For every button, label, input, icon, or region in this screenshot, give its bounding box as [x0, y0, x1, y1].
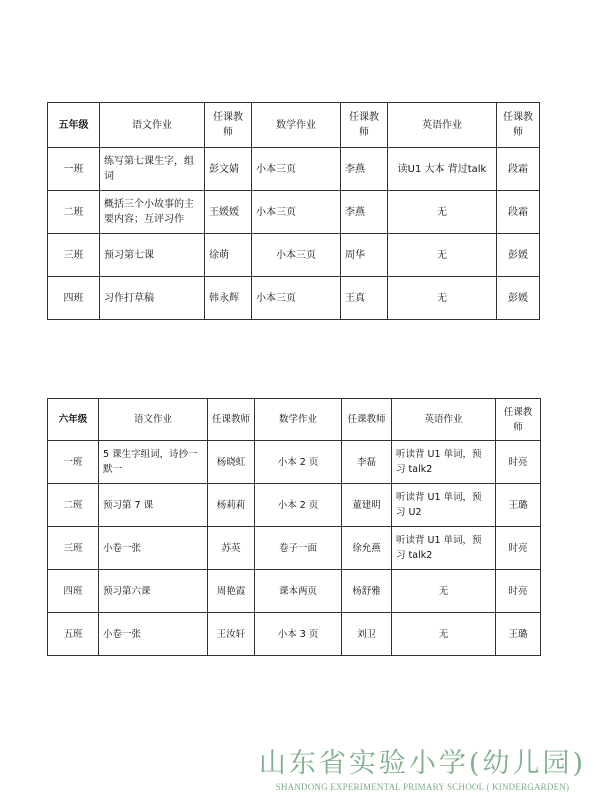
teacher-cell: 李燕 — [341, 191, 388, 234]
chinese-homework-cell: 习作打草稿 — [100, 277, 205, 320]
math-homework-cell: 卷子一面 — [255, 527, 342, 570]
math-homework-cell: 小本三页 — [252, 277, 341, 320]
chinese-homework-cell: 小卷一张 — [99, 527, 208, 570]
teacher-cell: 韩永辉 — [205, 277, 252, 320]
teacher-cell: 李燕 — [341, 148, 388, 191]
table-row — [48, 191, 540, 234]
math-homework-cell: 小本 3 页 — [255, 613, 342, 656]
school-logo — [259, 748, 586, 792]
teacher-cell: 董建明 — [342, 484, 392, 527]
math-homework-cell: 小本三页 — [252, 234, 341, 277]
chinese-homework-cell: 概括三个小故事的主要内容；互评习作 — [100, 191, 205, 234]
chinese-homework-cell: 5 课生字组词，诗抄一默一 — [99, 441, 208, 484]
table-row — [48, 441, 541, 484]
teacher-cell: 王璐 — [496, 484, 541, 527]
grade-header: 六年级 — [48, 399, 99, 441]
class-name-cell: 五班 — [48, 613, 99, 656]
chinese-homework-cell: 小卷一张 — [99, 613, 208, 656]
teacher-cell: 段霜 — [497, 148, 540, 191]
math-homework-header: 数学作业 — [252, 103, 341, 148]
english-homework-cell: 读U1 大本 背过talk — [388, 148, 497, 191]
grade5-homework-table — [47, 102, 540, 320]
math-homework-cell: 小本 2 页 — [255, 441, 342, 484]
class-name-cell: 一班 — [48, 148, 100, 191]
table-row — [48, 148, 540, 191]
teacher-cell: 徐允燕 — [342, 527, 392, 570]
english-homework-cell: 无 — [392, 570, 496, 613]
class-name-cell: 四班 — [48, 277, 100, 320]
math-homework-cell: 小本 2 页 — [255, 484, 342, 527]
class-name-cell: 一班 — [48, 441, 99, 484]
teacher-cell: 杨晓虹 — [208, 441, 255, 484]
english-homework-header: 英语作业 — [392, 399, 496, 441]
teacher-cell: 彭文婧 — [205, 148, 252, 191]
teacher-cell: 彭媛 — [497, 277, 540, 320]
teacher-header: 任课教师 — [497, 103, 540, 148]
teacher-header: 任课教师 — [341, 103, 388, 148]
teacher-header: 任课教师 — [496, 399, 541, 441]
english-homework-cell: 无 — [388, 191, 497, 234]
chinese-homework-cell: 练写第七课生字，组词 — [100, 148, 205, 191]
table-row — [48, 613, 541, 656]
chinese-homework-cell: 预习第 7 课 — [99, 484, 208, 527]
teacher-cell: 李磊 — [342, 441, 392, 484]
teacher-header: 任课教师 — [342, 399, 392, 441]
table-row — [48, 527, 541, 570]
math-homework-cell: 小本三页 — [252, 191, 341, 234]
english-homework-cell: 无 — [388, 234, 497, 277]
teacher-cell: 周艳霞 — [208, 570, 255, 613]
school-logo-chinese-text: 山东省实验小学(幼儿园) — [258, 748, 586, 779]
math-homework-cell: 课本两页 — [255, 570, 342, 613]
table-header-row — [48, 399, 541, 441]
teacher-cell: 时亮 — [496, 527, 541, 570]
teacher-cell: 苏英 — [208, 527, 255, 570]
teacher-cell: 王璐 — [496, 613, 541, 656]
english-homework-cell: 听读背 U1 单词，预习 U2 — [392, 484, 496, 527]
class-name-cell: 四班 — [48, 570, 99, 613]
teacher-cell: 刘卫 — [342, 613, 392, 656]
table-row — [48, 484, 541, 527]
math-homework-header: 数学作业 — [255, 399, 342, 441]
class-name-cell: 二班 — [48, 484, 99, 527]
grade6-homework-table — [47, 398, 541, 656]
school-logo-english-text: SHANDONG EXPERIMENTAL PRIMARY SCHOOL ( KINDERGARDEN) — [275, 782, 570, 792]
chinese-homework-cell: 预习第七课 — [100, 234, 205, 277]
teacher-cell: 周华 — [341, 234, 388, 277]
teacher-cell: 彭媛 — [497, 234, 540, 277]
teacher-cell: 时亮 — [496, 570, 541, 613]
teacher-cell: 王媛媛 — [205, 191, 252, 234]
teacher-header: 任课教师 — [205, 103, 252, 148]
teacher-cell: 王汝轩 — [208, 613, 255, 656]
table-row — [48, 570, 541, 613]
grade-header: 五年级 — [48, 103, 100, 148]
english-homework-cell: 听读背 U1 单词，预习 talk2 — [392, 527, 496, 570]
chinese-homework-header: 语文作业 — [100, 103, 205, 148]
teacher-cell: 段霜 — [497, 191, 540, 234]
table-header-row — [48, 103, 540, 148]
english-homework-header: 英语作业 — [388, 103, 497, 148]
english-homework-cell: 听读背 U1 单词，预习 talk2 — [392, 441, 496, 484]
english-homework-cell: 无 — [392, 613, 496, 656]
teacher-cell: 王真 — [341, 277, 388, 320]
teacher-cell: 杨莉莉 — [208, 484, 255, 527]
math-homework-cell: 小本三页 — [252, 148, 341, 191]
teacher-cell: 时亮 — [496, 441, 541, 484]
class-name-cell: 二班 — [48, 191, 100, 234]
class-name-cell: 三班 — [48, 234, 100, 277]
chinese-homework-header: 语文作业 — [99, 399, 208, 441]
teacher-cell: 徐萌 — [205, 234, 252, 277]
chinese-homework-cell: 预习第六课 — [99, 570, 208, 613]
table-row — [48, 277, 540, 320]
teacher-cell: 杨舒雅 — [342, 570, 392, 613]
class-name-cell: 三班 — [48, 527, 99, 570]
english-homework-cell: 无 — [388, 277, 497, 320]
teacher-header: 任课教师 — [208, 399, 255, 441]
table-row — [48, 234, 540, 277]
